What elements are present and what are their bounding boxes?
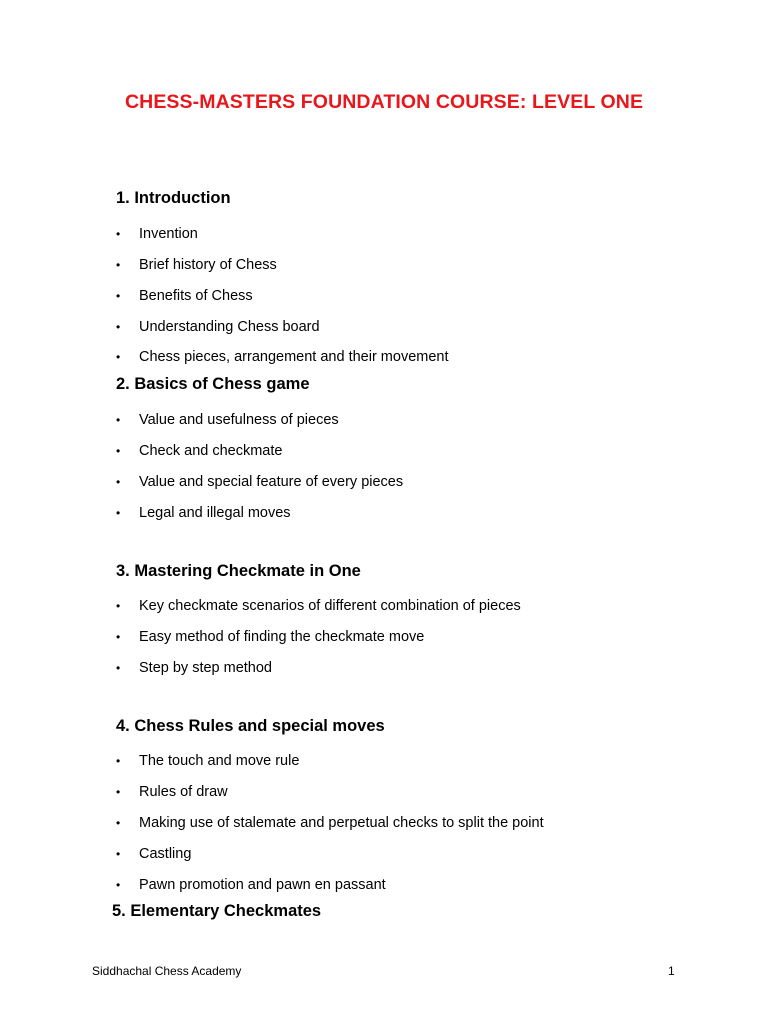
section-heading-rules: 4. Chess Rules and special moves [116, 717, 385, 735]
bullet-icon: • [116, 258, 121, 272]
page-number: 1 [668, 964, 675, 978]
list-item: • Pawn promotion and pawn en passant [116, 877, 386, 893]
list-item: • Benefits of Chess [116, 288, 253, 304]
list-item: • Castling [116, 846, 192, 862]
list-item: • Invention [116, 226, 198, 242]
list-item: • Chess pieces, arrangement and their movement [116, 349, 449, 365]
bullet-icon: • [116, 320, 121, 334]
list-item: • Making use of stalemate and perpetual checks to split the point [116, 815, 544, 831]
list-item: • Understanding Chess board [116, 319, 320, 335]
list-item: • Check and checkmate [116, 443, 283, 459]
section-heading-introduction: 1. Introduction [116, 189, 231, 207]
bullet-icon: • [116, 227, 121, 241]
bullet-icon: • [116, 475, 121, 489]
list-item: • Rules of draw [116, 784, 228, 800]
bullet-icon: • [116, 847, 121, 861]
bullet-icon: • [116, 630, 121, 644]
bullet-icon: • [116, 413, 121, 427]
bullet-icon: • [116, 506, 121, 520]
list-item: • Brief history of Chess [116, 257, 277, 273]
list-item: • Easy method of finding the checkmate move [116, 629, 425, 645]
section-heading-mastering-checkmate: 3. Mastering Checkmate in One [116, 562, 361, 580]
bullet-icon: • [116, 754, 121, 768]
bullet-icon: • [116, 661, 121, 675]
page-title: CHESS-MASTERS FOUNDATION COURSE: LEVEL ONE [124, 91, 644, 113]
list-item: • The touch and move rule [116, 753, 300, 769]
footer-academy-name: Siddhachal Chess Academy [92, 964, 242, 978]
list-item: • Key checkmate scenarios of different combination of pieces [116, 598, 521, 614]
bullet-icon: • [116, 289, 121, 303]
bullet-icon: • [116, 878, 121, 892]
list-item: • Legal and illegal moves [116, 505, 291, 521]
section-heading-basics: 2. Basics of Chess game [116, 375, 310, 393]
bullet-icon: • [116, 599, 121, 613]
list-item: • Value and special feature of every pieces [116, 474, 404, 490]
bullet-icon: • [116, 444, 121, 458]
bullet-icon: • [116, 350, 121, 364]
list-item: • Value and usefulness of pieces [116, 412, 339, 428]
bullet-icon: • [116, 785, 121, 799]
list-item: • Step by step method [116, 660, 272, 676]
section-heading-elementary-checkmates: 5. Elementary Checkmates [112, 902, 322, 920]
bullet-icon: • [116, 816, 121, 830]
